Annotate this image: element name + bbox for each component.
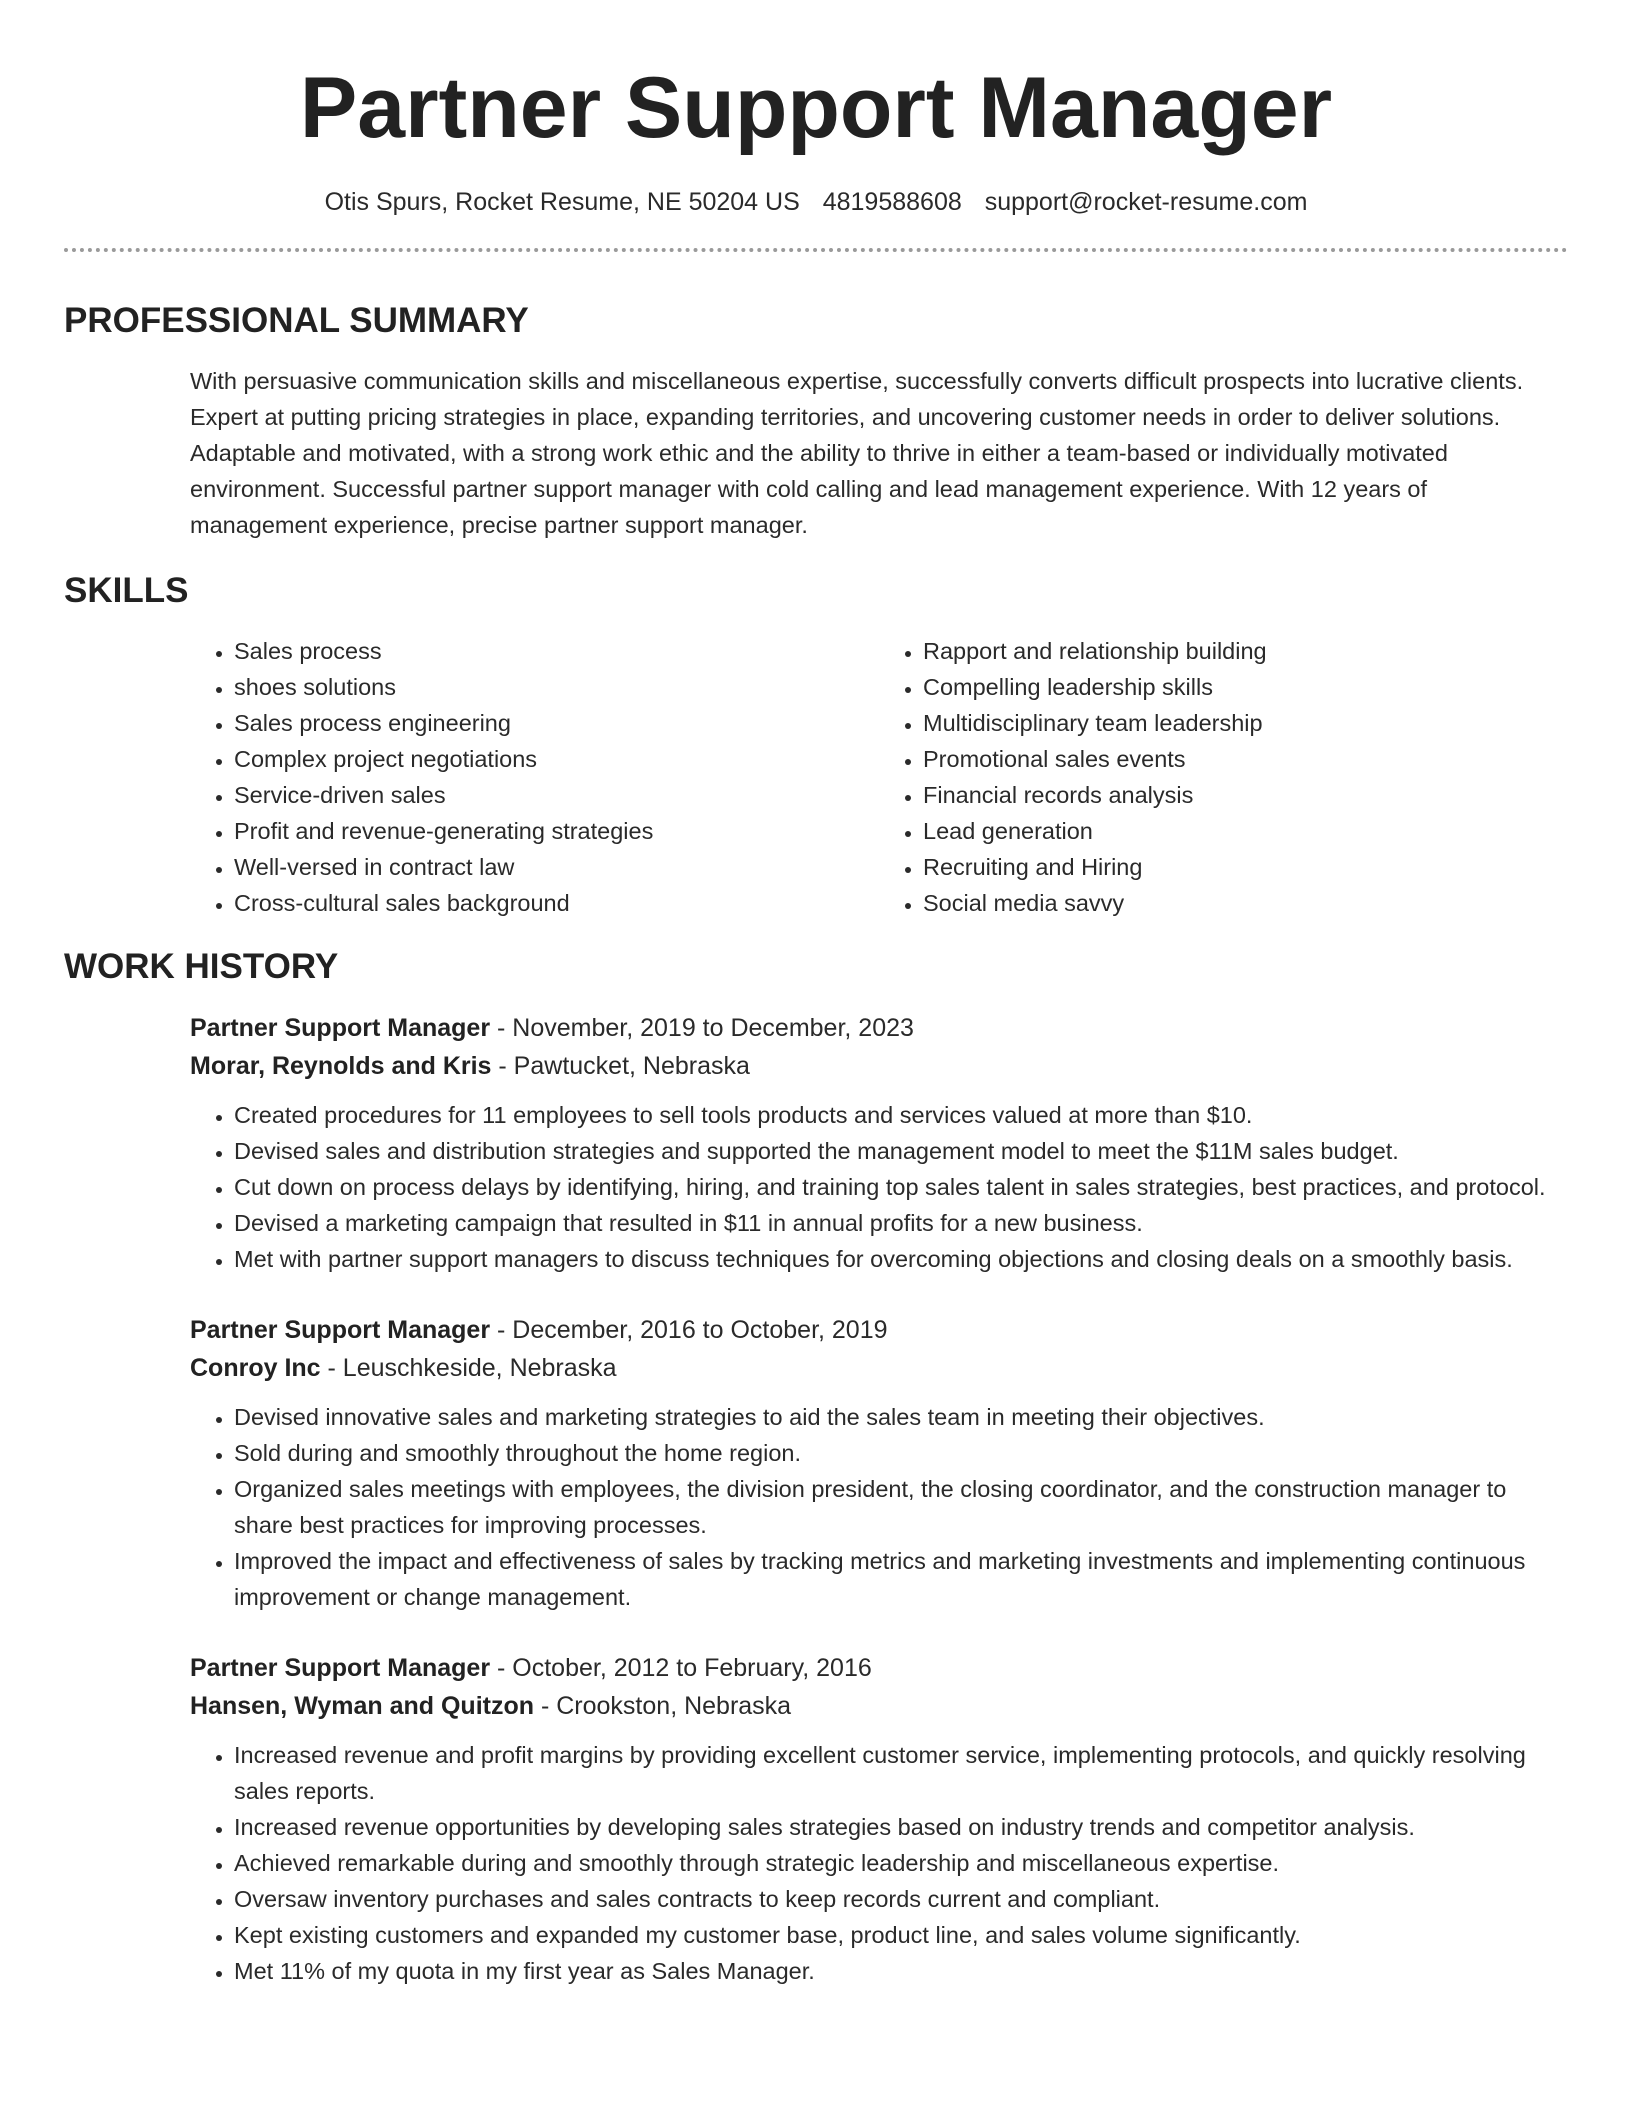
skill-item: • Social media savvy [923,885,1568,921]
job-bullet: • Devised a marketing campaign that resulted in $11 in annual profits for a new business. [234,1205,1568,1241]
skill-item: • Profit and revenue-generating strategies [234,813,879,849]
job-bullet: • Improved the impact and effectiveness of sales by tracking metrics and marketing investments and implementing continuous improvement or change management. [234,1543,1568,1615]
job-location: - Leuschkeside, Nebraska [320,1354,617,1382]
job-entry [190,1009,1568,1277]
job-bullets [190,1737,1568,1989]
job-bullet: • Created procedures for 11 employees to sell tools products and services valued at more than $10. [234,1097,1568,1133]
skill-item: • Sales process [234,633,879,669]
summary-text: With persuasive communication skills and miscellaneous expertise, successfully converts difficult prospects into lucrative clients. Expert at putting pricing strategies in place, expanding territories, and uncovering customer needs in order to deliver solutions. Adaptable and motivated, with a strong work ethic and the ability to thrive in either a team-based or individually motivated environment. Successful partner support manager with cold calling and lead management experience. With 12 years of management experience, precise partner support manager. [190,368,1524,538]
skill-item: • Multidisciplinary team leadership [923,705,1568,741]
skill-item: • Recruiting and Hiring [923,849,1568,885]
job-bullet: • Met 11% of my quota in my first year as Sales Manager. [234,1953,1568,1989]
job-bullet: • Organized sales meetings with employees, the division president, the closing coordinator, and the construction manager to share best practices for improving processes. [234,1471,1568,1543]
job-bullet: • Met with partner support managers to discuss techniques for overcoming objections and closing deals on a smoothly basis. [234,1241,1568,1277]
job-bullets [190,1097,1568,1277]
skill-item: • Service-driven sales [234,777,879,813]
contact-email: support@rocket-resume.com [984,188,1308,216]
job-bullet: • Cut down on process delays by identifying, hiring, and training top sales talent in sales strategies, best practices, and protocol. [234,1169,1568,1205]
job-title-line [190,1311,1568,1349]
skill-item: • Cross-cultural sales background [234,885,879,921]
skills-column-left [190,633,879,921]
skill-item: • Promotional sales events [923,741,1568,777]
job-location: - Pawtucket, Nebraska [491,1052,750,1080]
job-entry [190,1311,1568,1615]
job-company-line [190,1349,1568,1387]
job-bullet: • Devised sales and distribution strategies and supported the management model to meet the $11M sales budget. [234,1133,1568,1169]
job-title: Partner Support Manager [190,1654,491,1682]
skill-item: • shoes solutions [234,669,879,705]
job-bullet: • Oversaw inventory purchases and sales contracts to keep records current and compliant. [234,1881,1568,1917]
skill-item: • Rapport and relationship building [923,633,1568,669]
job-title: Partner Support Manager [190,1014,491,1042]
job-dates: - October, 2012 to February, 2016 [490,1654,872,1682]
job-company: Hansen, Wyman and Quitzon [190,1692,535,1720]
job-bullet: • Increased revenue opportunities by developing sales strategies based on industry trends and competitor analysis. [234,1809,1568,1845]
job-company-line [190,1047,1568,1085]
job-company-line [190,1687,1568,1725]
header-divider [64,248,1568,252]
job-title-line [190,1009,1568,1047]
resume-page [64,0,1568,1989]
contact-phone: 4819588608 [822,188,962,216]
job-bullets [190,1399,1568,1615]
job-bullet: • Increased revenue and profit margins by providing excellent customer service, implementing protocols, and quickly resolving sales reports. [234,1737,1568,1809]
job-dates: - November, 2019 to December, 2023 [490,1014,914,1042]
job-location: - Crookston, Nebraska [534,1692,792,1720]
job-title: Partner Support Manager [190,1316,491,1344]
job-bullet: • Kept existing customers and expanded my customer base, product line, and sales volume significantly. [234,1917,1568,1953]
skill-item: • Compelling leadership skills [923,669,1568,705]
job-dates: - December, 2016 to October, 2019 [490,1316,888,1344]
job-bullet: • Devised innovative sales and marketing strategies to aid the sales team in meeting their objectives. [234,1399,1568,1435]
summary-heading: PROFESSIONAL SUMMARY [64,301,529,340]
resume-title: Partner Support Manager [299,60,1333,156]
job-bullet: • Sold during and smoothly throughout the home region. [234,1435,1568,1471]
skill-item: • Financial records analysis [923,777,1568,813]
skills-column-right [879,633,1568,921]
job-company: Conroy Inc [190,1354,321,1382]
skills-list [190,633,1568,921]
work-history-heading: WORK HISTORY [64,947,339,986]
skills-heading: SKILLS [64,571,189,610]
contact-address: Otis Spurs, Rocket Resume, NE 50204 US [324,188,800,216]
skill-item: • Complex project negotiations [234,741,879,777]
skill-item: • Lead generation [923,813,1568,849]
job-bullet: • Achieved remarkable during and smoothly through strategic leadership and miscellaneous expertise. [234,1845,1568,1881]
skill-item: • Well-versed in contract law [234,849,879,885]
job-entry [190,1649,1568,1989]
skill-item: • Sales process engineering [234,705,879,741]
job-company: Morar, Reynolds and Kris [190,1052,492,1080]
job-title-line [190,1649,1568,1687]
contact-line [64,186,1568,218]
